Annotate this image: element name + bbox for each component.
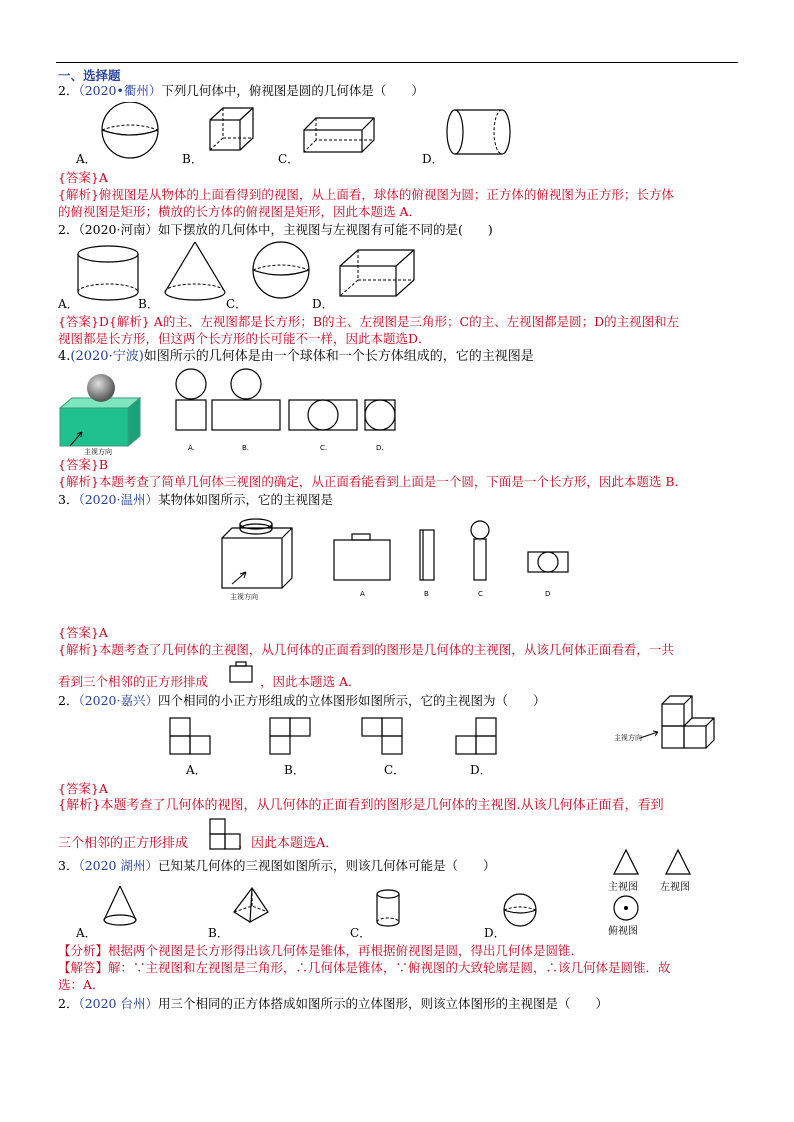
q5-option-a: A． [186,763,207,777]
q2-option-d: D． [312,297,334,311]
q6-figures [80,884,550,934]
q4-option-c: C [478,590,483,598]
header-rule [56,62,738,63]
q1-option-d: D． [422,152,444,166]
left-view-figure [666,850,690,874]
q6-option-c: C． [350,926,372,940]
q5-inline-figure [208,817,242,851]
q3-figures [58,366,408,460]
cuboid-figure [304,118,374,152]
q1-stem: 2．（2020•衢州）下列几何体中，俯视图是圆的几何体是（ ） [58,83,424,98]
q4-option-c-figure [471,521,489,580]
q5-arrow-label: 主视方向 [614,734,642,742]
q6-fenxi: 【分析】根据两个视图是长方形得出该几何体是锥体，再根据俯视图是圆，得出几何体是圆锥． [58,943,584,958]
q6-top-view-label: 俯视图 [608,926,638,937]
q4-option-a-figure [334,534,390,580]
q3-arrow-label: 主视方向 [84,448,112,456]
q1-analysis-1: {解析}俯视图是从物体的上面看得到的视图，从上面看，球体的俯视图为圆；正方体的俯视图为正方形；长方体 [58,187,674,202]
q3-analysis-1: {解析}本题考查了简单几何体三视图的确定，从正面看能看到上面是一个圆，下面是一个长方形，因此本题选 B． [58,474,688,489]
q4-option-a: A [360,590,365,598]
q4-analysis-1: {解析}本题考查了几何体的主视图，从几何体的正面看到的图形是几何体的主视图，从该几何体正面看看，一共 [58,642,674,657]
q3-stem: 4.(2020·宁波)如图所示的几何体是由一个球体和一个长方体组成的，它的主视图是 [58,349,534,364]
q5-option-d-figure [456,718,496,754]
q1-figures [90,102,550,162]
q1-answer: {答案}A [58,170,108,185]
q5-option-c-figure [362,718,402,754]
q6-stem: 3．（2020 湖州）已知某几何体的三视图如图所示，则该几何体可能是（ ） [58,858,496,873]
q4-option-d: D [545,590,551,598]
cylinder-figure [78,246,138,300]
q1-option-c: C． [278,152,300,166]
q4-inline-figure [228,660,254,684]
q2-option-c: C． [226,297,248,311]
box-with-lid-figure [222,519,292,588]
q4-answer: {答案}A [58,625,108,640]
q5-answer: {答案}A [58,781,108,796]
q2-option-a: A． [58,297,79,311]
q2-figures [68,240,448,306]
ball-figure [253,242,309,298]
q6-jieda-1: 【解答】解：∵主视图和左视图是三角形，∴几何体是锥体，∵俯视图的大致轮廓是圆，∴该几何体是圆锥．故 [58,960,671,975]
cone-option-figure [104,886,136,925]
q4-option-b: B [424,590,429,598]
q4-arrow-label: 主视方向 [230,593,258,601]
q5-analysis-1: {解析}本题考查了几何体的视图，从几何体的正面看到的图形是几何体的主视图.从该几何体正面看，看到 [58,798,664,813]
box-figure [340,250,414,296]
q6-front-view-label: 主视图 [608,882,638,893]
cylinder-lying-figure [447,110,510,154]
q5-option-a-figure [170,718,210,754]
q2-analysis-1: {答案}D{解析} A的主、左视图都是长方形；B的主、左视图是三角形；C的主、左视图都是圆；D的主视图和左 [58,314,680,329]
q2-analysis-2: 视图都是长方形，但这两个长方形的长可能不一样，因此本题选D． [58,331,431,346]
q4-analysis-2: 看到三个相邻的正方形排成 ，因此本题选 A． [58,674,361,689]
q7-stem: 2．（2020 台州）用三个相同的正方体搭成如图所示的立体图形，则该立体图形的主视图是（ ） [58,996,609,1011]
q5-figures [166,714,506,760]
q4-stem: 3．（2020·温州）某物体如图所示，它的主视图是 [58,492,334,507]
q1-analysis-2: 的俯视图是矩形；横放的长方体的俯视图是矩形，因此本题选 A． [58,204,422,219]
q1-option-a: A． [76,152,97,166]
q5-option-b: B． [284,763,305,777]
q2-option-b: B． [138,297,159,311]
q3-option-d: D. [376,444,384,452]
cone-figure [165,242,225,300]
q4-figures [218,516,578,606]
sphere-option-figure [504,894,536,926]
section-title: 一、选择题 [58,68,121,83]
sphere-figure [102,102,158,158]
q5-stem: 2．（2020·嘉兴）四个相同的小正方形组成的立体图形如图所示，它的主视图为（ ） [58,693,546,708]
q6-jieda-2: 选：A． [58,977,105,992]
ball-on-box-figure [60,374,140,446]
q5-option-d: D． [470,763,492,777]
q6-option-a: A． [76,926,97,940]
pyramid-option-figure [234,888,268,922]
q3-option-a: A. [188,444,195,452]
front-view-figure [614,850,638,874]
q5-option-b-figure [270,718,310,754]
q6-option-b: B． [208,926,229,940]
q5-analysis-2: 三个相邻的正方形排成 ，因此本题选A． [58,836,339,851]
q4-option-b-figure [420,530,434,580]
q3-option-a-figure [176,369,206,430]
top-view-figure [614,896,638,920]
q3-option-b-figure [212,369,280,430]
cylinder-option-figure [377,890,399,926]
q3-option-c: C. [320,444,328,452]
q3-answer: {答案}B [58,457,109,472]
four-cubes-figure [640,696,714,748]
q2-stem: 2．（2020·河南）如下摆放的几何体中，主视图与左视图有可能不同的是( ) [58,222,493,237]
q3-option-b: B. [242,444,250,452]
q6-option-d: D． [484,926,506,940]
q4-option-d-figure [528,552,568,572]
q1-option-b: B． [182,152,203,166]
q6-views [604,846,714,938]
q5-solid-figure [606,690,736,754]
q3-option-c-figure [289,400,357,430]
q6-left-view-label: 左视图 [660,882,690,893]
q5-option-c: C． [384,763,406,777]
q3-option-d-figure [365,400,395,430]
cube-figure [210,108,253,150]
